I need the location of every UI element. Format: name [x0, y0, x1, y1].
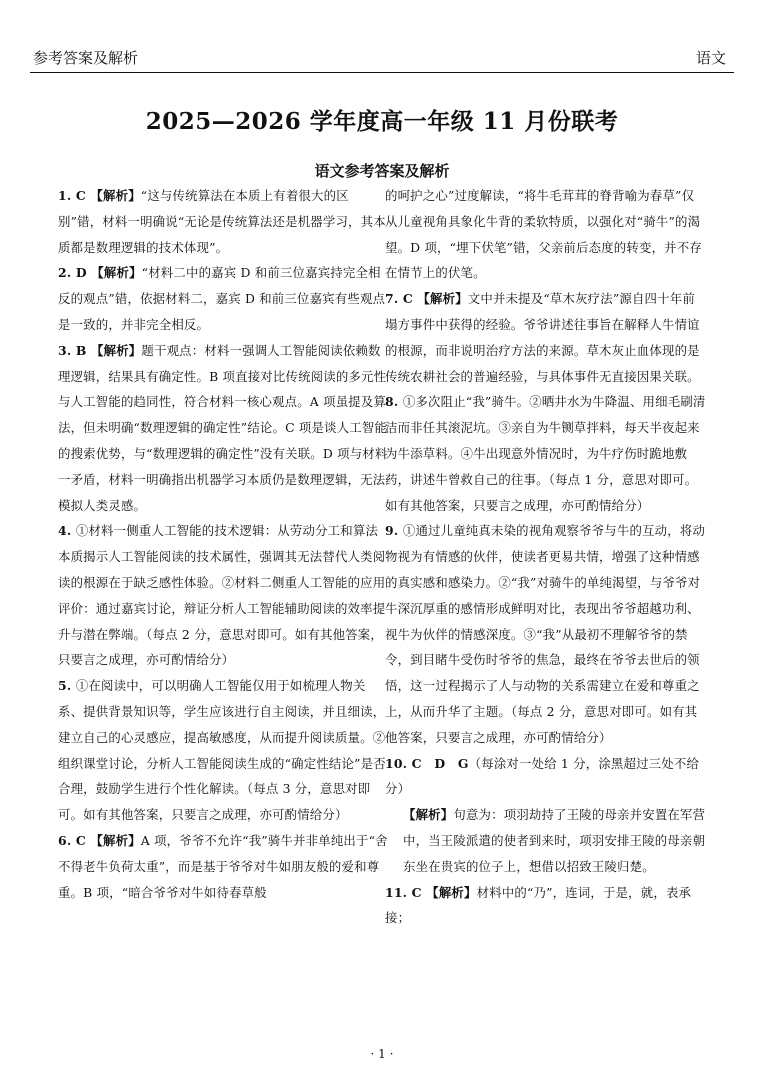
document-title: 2025—2026 学年度高一年级 11 月份联考 [145, 108, 619, 135]
answer-head: 11. C 【解析】 [385, 884, 477, 900]
answer-text: 题干观点：材料一强调人工智能阅读依赖数理逻辑，结果具有确定性。B 项直接对比传统阅读的多元性与人工智能的趋同性，符合材料一核心观点。A 项虽提及算法，但未明确“数理逻辑的确定性”结论。C 项是谈人工智能的搜索优势，与“数理逻辑的确定性”没有关联。D 项与材料一矛盾，材料一明确指出机器学习本质仍是数理逻辑，无法模拟人类灵感。 [58, 342, 388, 513]
answer-text: 材料中的“乃”，连词，于是，就，表承接； [385, 884, 692, 926]
answer-text: 文中并未提及“草木灰疗法”源自四十年前塌方事件中获得的经验。爷爷讲述往事旨在解释人牛情谊的根源，而非说明治疗方法的来源。草木灰止血体现的是传统农耕社会的普遍经验，与具体事件无直接因果关联。 [385, 291, 700, 384]
answer-text: ①多次阻止“我”骑牛。②晒井水为牛降温、用细毛刷清洁而非任其滚泥坑。③亲自为牛铡草拌料，每天半夜起来为牛添草料。④牛出现意外情况时，为牛疗伤时跪地敷药，讲述牛曾救自己的往事。（每点 1 分，意思对即可。如有其他答案，只要言之成理，亦可酌情给分） [385, 394, 706, 513]
answer-item-9 [385, 518, 706, 750]
answer-head: 【解析】 [403, 807, 454, 823]
document-subtitle: 语文参考答案及解析 [314, 162, 450, 180]
page-header [30, 44, 734, 73]
answer-text: “这与传统算法在本质上有着很大的区别”错，材料一明确说“无论是传统算法还是机器学习，其本质都是数理逻辑的技术体现”。 [58, 188, 386, 255]
answer-item-7 [385, 286, 706, 389]
answer-head: 2. D 【解析】 [58, 265, 142, 281]
answer-head: 5. [58, 678, 76, 694]
answer-item-5 [58, 673, 388, 828]
answer-head: 6. C 【解析】 [58, 832, 141, 848]
answer-text: 的呵护之心”过度解读，“将牛毛茸茸的脊背喻为春草”仅从儿童视角具象化牛背的柔软特质，以强化对“骑牛”的渴望。D 项，“埋下伏笔”错，父亲前后态度的转变，并不存在情节上的伏笔。 [385, 188, 702, 281]
answer-item-1 [58, 183, 388, 260]
answer-item-10-explanation [403, 802, 706, 879]
header-subject-label: 语文 [695, 49, 726, 67]
answer-head: 10. C D G [385, 755, 469, 771]
answer-head: 1. C 【解析】 [58, 188, 141, 203]
answer-head: 7. C 【解析】 [385, 291, 468, 307]
answer-text: ①通过儿童纯真未染的视角观察爷爷与牛的互动，将动物视为有情感的伙伴，使读者更易共情，增强了这种情感的真实感和感染力。②“我”对骑牛的单纯渴望，与爷爷对牛深沉厚重的感情形成鲜明对比，表现出爷爷超越功利、视牛为伙伴的情感深度。③“我”从最初不理解爷爷的禁令，到目睹牛受伤时爷爷的焦急，最终在爷爷去世后的领悟，这一过程揭示了人与动物的关系需建立在爱和尊重之上，从而升华了主题。（每点 2 分，意思对即可。如有其他答案，只要言之成理，亦可酌情给分） [385, 523, 706, 745]
answer-item-8 [385, 389, 706, 518]
answer-item-3 [58, 338, 388, 519]
answer-head: 4. [58, 523, 76, 539]
answer-text: （每涂对一处给 1 分，涂黑超过三处不给分） [385, 755, 700, 797]
left-column [58, 183, 388, 905]
answer-text: ①在阅读中，可以明确人工智能仅用于如梳理人物关系、提供背景知识等，学生应该进行自主阅读，并且细读，建立自己的心灵感应，提高敏感度，从而提升阅读质量。②组织课堂讨论，分析人工智能阅读生成的“确定性结论”是否合理，鼓励学生进行个性化解读。（每点 3 分，意思对即可。如有其他答案，只要言之成理，亦可酌情给分） [58, 678, 386, 823]
right-column [385, 183, 706, 931]
header-left-label: 参考答案及解析 [33, 49, 139, 67]
answer-item-11 [385, 880, 706, 932]
answer-head: 9. [385, 523, 403, 539]
answer-item-6-cont [385, 183, 706, 286]
answer-head: 8. [385, 394, 403, 410]
answer-item-6 [58, 828, 388, 905]
answer-text: A 项，爷爷不允许“我”骑牛并非单纯出于“舍不得老牛负荷太重”，而是基于爷爷对牛如朋友般的爱和尊重。B 项，“暗合爷爷对牛如待春草般 [58, 832, 388, 900]
answer-text: 句意为：项羽劫持了王陵的母亲并安置在军营中，当王陵派遣的使者到来时，项羽安排王陵的母亲朝东坐在贵宾的位子上，想借以招致王陵归楚。 [403, 807, 706, 874]
answer-item-10 [385, 751, 706, 803]
answer-item-2 [58, 260, 388, 337]
page-number: · 1 · [370, 1047, 394, 1061]
answer-text: ①材料一侧重人工智能的技术逻辑：从劳动分工和算法本质揭示人工智能阅读的技术属性，强调其无法替代人类阅读的根源在于缺乏感性体验。②材料二侧重人工智能的应用评价：通过嘉宾讨论，辩证分析人工智能辅助阅读的效率提升与潜在弊端。（每点 2 分，意思对即可。如有其他答案，只要言之成理，亦可酌情给分） [58, 523, 386, 668]
answer-head: 3. B 【解析】 [58, 342, 142, 358]
answer-text: “材料二中的嘉宾 D 和前三位嘉宾持完全相反的观点”错，依据材料二，嘉宾 D 和前三位嘉宾有些观点是一致的，并非完全相反。 [58, 265, 386, 332]
answer-item-4 [58, 518, 388, 673]
